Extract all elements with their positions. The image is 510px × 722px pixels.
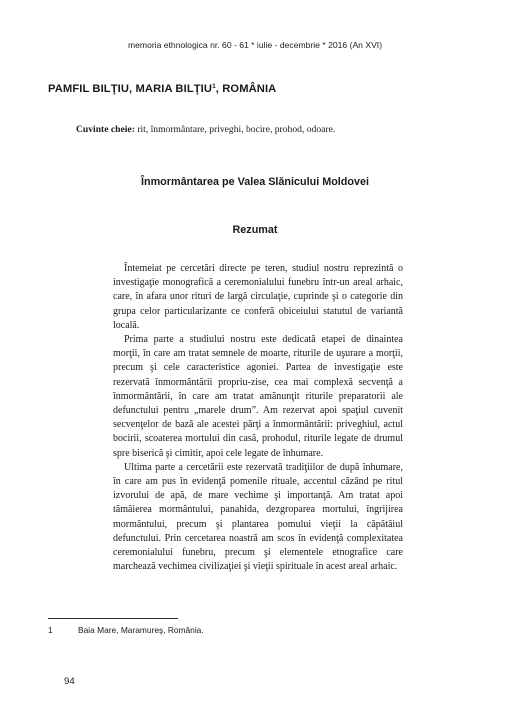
keywords-text: rit, înmormântare, priveghi, bocire, prohod, odoare. [134,124,336,135]
abstract-paragraph-2: Prima parte a studiului nostru este dedicată etapei de dinaintea morţii, în care am tratat semnele de moarte, riturile de uşurare a morţii, precum şi cele caracteristice agoniei. Partea de investigaţie este rezervată înmormântării propriu-zise, cea mai complexă secvenţă a înmormântării, în care am tratat amănunţit riturile preparatorii ale defunctului pentru „marele drum”. Am rezervat apoi spaţiul cuvenit secvenţelor de bază ale acestei părţi a înmormântării: priveghiul, actul bocirii, scoaterea mortului din casă, prohodul, riturile legate de drumul spre biserică şi cimitir, apoi cele legate de înhumare. [113,334,403,459]
journal-header: memoria ethnologica nr. 60 - 61 * iulie - decembrie * 2016 (An XVI) [127,40,383,50]
footnote-divider [48,618,178,619]
footnote-reference: 1 [212,83,216,90]
abstract-paragraph-1: Întemeiat pe cercetări directe pe teren, studiul nostru reprezintă o investigaţie monografică a ceremonialului funebru într-un areal arhaic, care, în afara unor rituri de largă circulaţie, cuprinde şi o categorie din grupa celor particularizante ce conferă obiceiului statutul de variantă locală. [113,263,403,331]
footnote-text: Baia Mare, Maramureş, România. [78,625,204,635]
authors-line [48,83,276,95]
abstract-body [113,262,403,574]
article-title: Înmormântarea pe Valea Slănicului Moldovei [140,176,369,188]
footnote [48,625,204,635]
author-country: , ROMÂNIA [215,83,277,95]
abstract-paragraph-3: Ultima parte a cercetării este rezervată tradiţiilor de după înhumare, în care am pus în evidenţă pomenile rituale, accentul căzând pe ritul izvorului de apă, de mare vechime şi importanţă. Am tratat apoi tămâierea mormântului, panahida, dezgroparea mortului, îngrijirea mormântului, precum şi plantarea pomului vieţii la căpătâiul defunctului. Prin cercetarea noastră am scos în evidenţă complexitatea ceremonialului funebru, precum şi elementele etnografice care marchează vechimea civilizaţiei şi vieţii spirituale în acest areal arhaic. [113,461,403,573]
keywords-label: Cuvinte cheie: [76,124,135,135]
abstract-heading: Rezumat [232,224,278,236]
footnote-mark: 1 [48,625,53,635]
page-number: 94 [64,676,75,687]
keywords-line [76,124,476,135]
author-names: PAMFIL BILŢIU, MARIA BILŢIU [48,83,213,95]
